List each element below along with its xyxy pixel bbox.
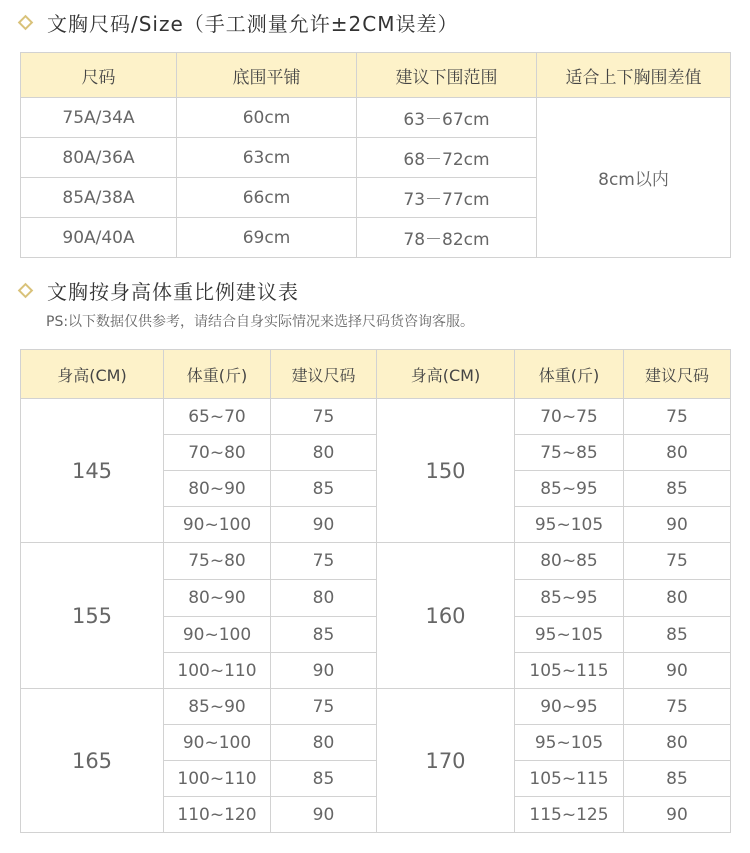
weight-cell: 80~85 [515, 543, 624, 580]
height-cell: 165 [21, 689, 164, 833]
height-cell: 150 [377, 399, 515, 543]
header-cell: 尺码 [21, 53, 177, 98]
size-cell: 90 [271, 797, 377, 833]
range-cell: 68－72cm [357, 138, 537, 178]
weight-cell: 75~80 [164, 543, 271, 580]
size-table [20, 52, 731, 258]
size-cell: 80 [271, 580, 377, 617]
weight-cell: 95~105 [515, 617, 624, 653]
weight-cell: 110~120 [164, 797, 271, 833]
weight-cell: 105~115 [515, 653, 624, 689]
weight-cell: 85~95 [515, 580, 624, 617]
size-cell: 75 [624, 543, 731, 580]
size-cell: 80 [624, 580, 731, 617]
weight-cell: 65~70 [164, 399, 271, 435]
note-text: PS:以下数据仅供参考，请结合自身实际情况来选择尺码货咨询客服。 [46, 314, 475, 330]
size-cell: 80 [271, 725, 377, 761]
weight-cell: 70~80 [164, 435, 271, 471]
size-cell: 80A/36A [21, 138, 177, 178]
table-header-row [21, 53, 731, 98]
header-cell: 身高(CM) [21, 350, 164, 399]
weight-cell: 80~90 [164, 580, 271, 617]
size-cell: 85 [624, 761, 731, 797]
weight-cell: 85~95 [515, 471, 624, 507]
section-title: 文胸按身高体重比例建议表 [47, 279, 299, 304]
weight-cell: 90~95 [515, 689, 624, 725]
weight-cell: 95~105 [515, 507, 624, 543]
diamond-icon [18, 282, 34, 298]
weight-cell: 115~125 [515, 797, 624, 833]
size-cell: 75 [624, 689, 731, 725]
table-row [21, 543, 731, 580]
size-cell: 80 [624, 435, 731, 471]
header-cell: 体重(斤) [164, 350, 271, 399]
merged-difference-cell: 8cm以内 [537, 98, 731, 258]
height-cell: 155 [21, 543, 164, 689]
underband-cell: 60cm [177, 98, 357, 138]
diamond-icon [18, 14, 34, 30]
header-cell: 身高(CM) [377, 350, 515, 399]
table-header-row [21, 350, 731, 399]
section-title: 文胸尺码/Size（手工测量允许±2CM误差） [47, 11, 459, 36]
size-cell: 85 [624, 617, 731, 653]
header-cell: 建议尺码 [271, 350, 377, 399]
size-cell: 80 [271, 435, 377, 471]
size-cell: 85 [271, 761, 377, 797]
weight-cell: 105~115 [515, 761, 624, 797]
section-header-recommendation [16, 275, 299, 305]
size-cell: 85 [271, 471, 377, 507]
weight-cell: 90~100 [164, 617, 271, 653]
weight-cell: 70~75 [515, 399, 624, 435]
range-cell: 78－82cm [357, 218, 537, 258]
size-cell: 90 [271, 653, 377, 689]
size-cell: 85 [271, 617, 377, 653]
size-cell: 75A/34A [21, 98, 177, 138]
size-cell: 90 [624, 507, 731, 543]
header-cell: 建议下围范围 [357, 53, 537, 98]
underband-cell: 69cm [177, 218, 357, 258]
range-cell: 73－77cm [357, 178, 537, 218]
table-row [21, 98, 731, 138]
header-cell: 适合上下胸围差值 [537, 53, 731, 98]
weight-cell: 90~100 [164, 725, 271, 761]
weight-cell: 100~110 [164, 761, 271, 797]
header-cell: 建议尺码 [624, 350, 731, 399]
size-cell: 75 [624, 399, 731, 435]
weight-cell: 90~100 [164, 507, 271, 543]
size-cell: 90A/40A [21, 218, 177, 258]
height-cell: 160 [377, 543, 515, 689]
size-cell: 90 [271, 507, 377, 543]
size-cell: 75 [271, 543, 377, 580]
header-cell: 底围平铺 [177, 53, 357, 98]
height-cell: 170 [377, 689, 515, 833]
weight-cell: 100~110 [164, 653, 271, 689]
size-cell: 90 [624, 797, 731, 833]
height-cell: 145 [21, 399, 164, 543]
weight-cell: 80~90 [164, 471, 271, 507]
weight-cell: 95~105 [515, 725, 624, 761]
table-row [21, 399, 731, 435]
underband-cell: 66cm [177, 178, 357, 218]
size-cell: 80 [624, 725, 731, 761]
header-cell: 体重(斤) [515, 350, 624, 399]
size-cell: 75 [271, 689, 377, 725]
size-cell: 85A/38A [21, 178, 177, 218]
size-cell: 90 [624, 653, 731, 689]
weight-cell: 75~85 [515, 435, 624, 471]
size-cell: 85 [624, 471, 731, 507]
height-weight-table [20, 349, 731, 833]
section-header-size [16, 7, 459, 37]
range-cell: 63－67cm [357, 98, 537, 138]
weight-cell: 85~90 [164, 689, 271, 725]
table-row [21, 689, 731, 725]
underband-cell: 63cm [177, 138, 357, 178]
size-cell: 75 [271, 399, 377, 435]
